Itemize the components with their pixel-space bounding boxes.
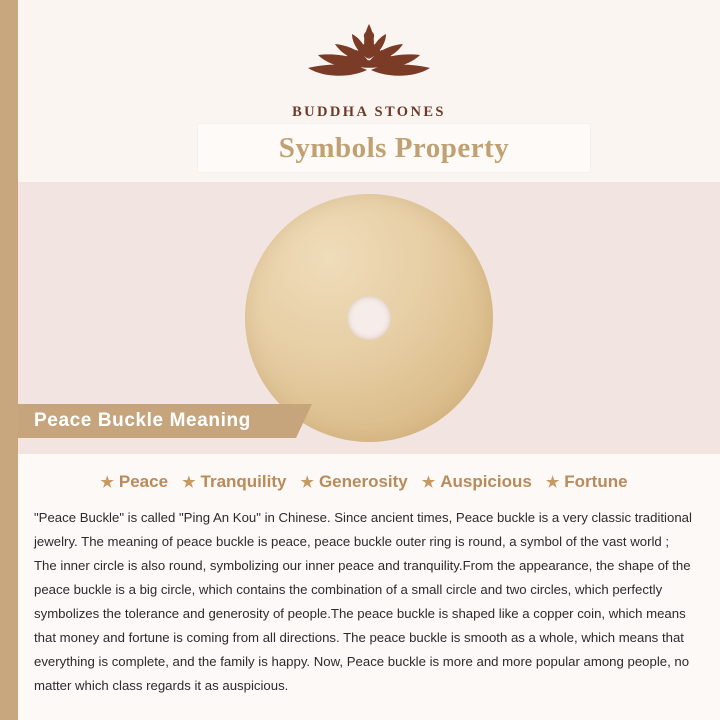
keyword-list xyxy=(34,472,694,492)
keyword-item xyxy=(422,472,532,492)
section-label-text: Peace Buckle Meaning xyxy=(34,410,251,431)
section-label-bar-tip xyxy=(296,404,312,438)
keyword-label: Fortune xyxy=(564,472,628,491)
disc-center-hole xyxy=(347,296,391,340)
keyword-label: Peace xyxy=(118,472,169,491)
keyword-label: Tranquility xyxy=(200,472,287,491)
star-icon: ★ xyxy=(300,473,314,491)
star-icon: ★ xyxy=(182,473,196,491)
header-section xyxy=(18,0,720,182)
body-section xyxy=(18,454,720,720)
keyword-item xyxy=(300,472,407,492)
star-icon: ★ xyxy=(100,473,114,491)
keyword-label: Generosity xyxy=(318,472,408,491)
brand-logo xyxy=(18,22,720,121)
section-label-bar xyxy=(18,404,296,438)
page-title: Symbols Property xyxy=(278,132,510,164)
description-paragraph: "Peace Buckle" is called "Ping An Kou" in Chinese. Since ancient times, Peace buckle is a very classic traditional jewelry. The meaning of peace buckle is peace, peace buckle outer ring is round, a symbol of the vast world ; The inner circle is also round, symbolizing our inner peace and tranquility.From the appearance, the shape of the peace buckle is a big circle, which contains the combination of a small circle and two circles, which perfectly symbolizes the tolerance and generosity of people.The peace buckle is shaped like a copper coin, which means that money and fortune is coming from all directions. The peace buckle is smooth as a whole, which means that everything is complete, and the family is happy. Now, Peace buckle is more and more popular among people, no matter which class regards it as auspicious. xyxy=(34,510,692,694)
star-icon: ★ xyxy=(545,473,560,491)
star-icon: ★ xyxy=(421,473,436,491)
lotus-meditation-icon xyxy=(294,22,444,100)
keyword-item xyxy=(546,472,628,492)
keyword-item xyxy=(182,472,286,492)
keyword-label: Auspicious xyxy=(440,472,532,491)
title-band xyxy=(198,124,590,172)
brand-name: BUDDHA STONES xyxy=(292,104,446,120)
keyword-item xyxy=(100,472,168,492)
